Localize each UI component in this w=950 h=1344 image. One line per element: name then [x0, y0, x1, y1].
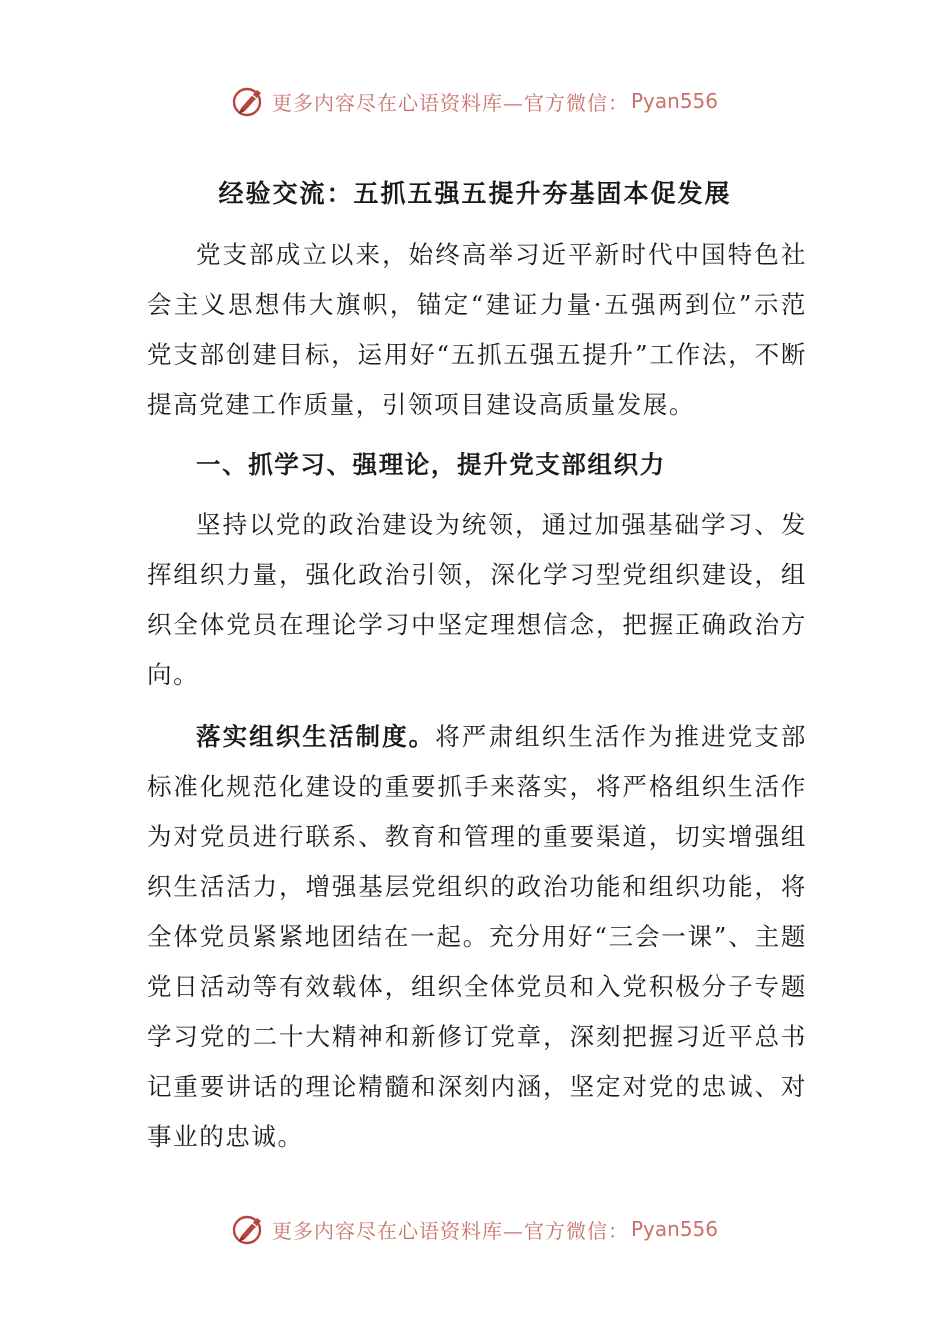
watermark-wechat-id: Pyan556 [630, 1217, 718, 1241]
watermark-text: 更多内容尽在心语资料库—官方微信： [271, 1218, 629, 1243]
pen-logo-icon [232, 1212, 266, 1246]
intro-paragraph: 党支部成立以来，始终高举习近平新时代中国特色社会主义思想伟大旗帜，锚定“建证力量·五强两到位”示范党支部创建目标，运用好“五抓五强五提升”工作法，不断提高党建工作质量，引领项目建设高质量发展。 [147, 240, 807, 419]
watermark-text: 更多内容尽在心语资料库—官方微信： [271, 90, 629, 115]
document-body [147, 230, 807, 1162]
section-1-item-paragraph [147, 712, 807, 1162]
header-watermark [0, 84, 950, 118]
watermark-wechat-id: Pyan556 [630, 89, 718, 113]
footer-watermark [0, 1212, 950, 1246]
pen-logo-icon [232, 84, 266, 118]
item-body-text: 将严肃组织生活作为推进党支部标准化规范化建设的重要抓手来落实，将严格组织生活作为对党员进行联系、教育和管理的重要渠道，切实增强组织生活活力，增强基层党组织的政治功能和组织功能，将全体党员紧紧地团结在一起。充分用好“三会一课”、主题党日活动等有效载体，组织全体党员和入党积极分子专题学习党的二十大精神和新修订党章，深刻把握习近平总书记重要讲话的理论精髓和深刻内涵，坚定对党的忠诚、对事业的忠诚。 [147, 722, 807, 1151]
section-1-heading: 一、抓学习、强理论，提升党支部组织力 [196, 450, 666, 479]
section-1-paragraph: 坚持以党的政治建设为统领，通过加强基础学习、发挥组织力量，强化政治引领，深化学习型党组织建设，组织全体党员在理论学习中坚定理想信念，把握正确政治方向。 [147, 510, 807, 689]
item-lead-text: 落实组织生活制度。 [196, 722, 436, 751]
document-title: 经验交流：五抓五强五提升夯基固本促发展 [218, 179, 732, 208]
